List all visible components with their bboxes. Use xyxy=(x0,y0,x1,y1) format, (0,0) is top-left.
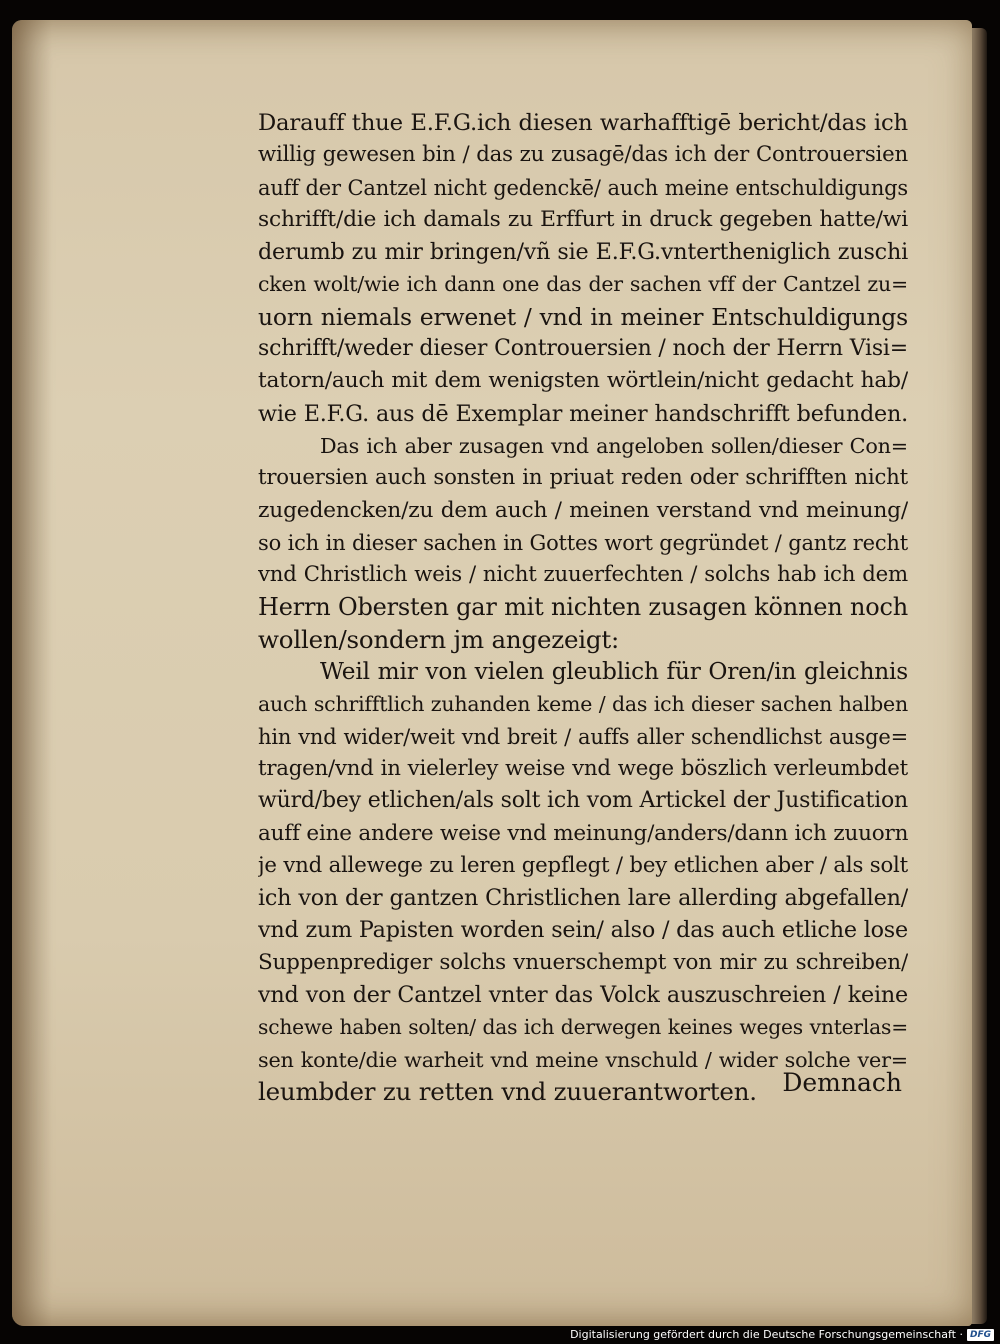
text-line: auff der Cantzel nicht gedenckē/ auch meine entschuldigungs xyxy=(258,175,908,200)
text-line: Darauff thue E.F.G.ich diesen warhafftigē bericht/das ich xyxy=(258,110,908,136)
page-text xyxy=(258,107,908,1108)
text-line: vnd Christlich weis / nicht zuuerfechten / solchs hab ich dem xyxy=(258,562,908,588)
text-line: vnd von der Cantzel vnter das Volck auszuschreien / keine xyxy=(258,982,908,1009)
paragraph-start-line: Das ich aber zusagen vnd angeloben sollen/dieser Con= xyxy=(320,433,908,458)
text-line: Suppenprediger solchs vnuerschempt von mir zu schreiben/ xyxy=(258,949,908,975)
text-line: schrifft/die ich damals zu Erffurt in druck gegeben hatte/wi xyxy=(258,206,908,232)
paragraph-start-line: Weil mir von vielen gleublich für Oren/in gleichnis xyxy=(320,658,908,686)
funding-credit-text: Digitalisierung gefördert durch die Deutsche Forschungsgemeinschaft · xyxy=(570,1328,963,1341)
text-line: hin vnd wider/weit vnd breit / auffs aller schendlichst ausge= xyxy=(258,724,908,749)
text-line: willig gewesen bin / das zu zusagē/das ich der Controuersien xyxy=(258,142,908,168)
text-line: vnd zum Papisten worden sein/ also / das auch etliche lose xyxy=(258,917,908,944)
text-line: tatorn/auch mit dem wenigsten wörtlein/nicht gedacht hab/ xyxy=(258,368,908,394)
text-line: auff eine andere weise vnd meinung/anders/dann ich zuuorn xyxy=(258,820,908,846)
text-line: schewe haben solten/ das ich derwegen keines weges vnterlas= xyxy=(258,1015,908,1040)
text-line: derumb zu mir bringen/vñ sie E.F.G.vntertheniglich zuschi xyxy=(258,239,908,266)
text-line: so ich in dieser sachen in Gottes wort gegründet / gantz recht xyxy=(258,530,908,555)
dfg-logo-icon: DFG xyxy=(967,1329,994,1341)
text-line: schrifft/weder dieser Controuersien / noch der Herrn Visi= xyxy=(258,336,908,362)
text-line: tragen/vnd in vielerley weise vnd wege böszlich verleumbdet xyxy=(258,755,908,781)
text-line: würd/bey etlichen/als solt ich vom Artickel der Justification xyxy=(258,788,908,814)
text-line: wie E.F.G. aus dē Exemplar meiner handschrifft befunden. xyxy=(258,400,908,427)
text-line: ich von der gantzen Christlichen lare allerding abgefallen/ xyxy=(258,885,908,912)
catchword: Demnach xyxy=(782,1068,902,1097)
text-line: cken wolt/wie ich dann one das der sachen vff der Cantzel zu= xyxy=(258,272,908,297)
text-line: zugedencken/zu dem auch / meinen verstand vnd meinung/ xyxy=(258,497,908,523)
text-line: trouersien auch sonsten in priuat reden oder schrifften nicht xyxy=(258,465,908,491)
paragraph-end-line: wollen/sondern jm angezeigt: xyxy=(258,624,620,654)
funding-credit xyxy=(570,1328,994,1341)
paragraph-end-line: leumbder zu retten vnd zuuerantworten. xyxy=(258,1076,757,1106)
text-line: uorn niemals erwenet / vnd in meiner Entschuldigungs xyxy=(258,302,908,331)
text-line: sen konte/die warheit vnd meine vnschuld / wider solche ver= xyxy=(258,1047,908,1072)
text-line: auch schrifftlich zuhanden keme / das ich dieser sachen halben xyxy=(258,692,908,717)
text-line: Herrn Obersten gar mit nichten zusagen können noch xyxy=(258,593,908,622)
text-line: je vnd allewege zu leren gepflegt / bey etlichen aber / als solt xyxy=(258,852,908,878)
